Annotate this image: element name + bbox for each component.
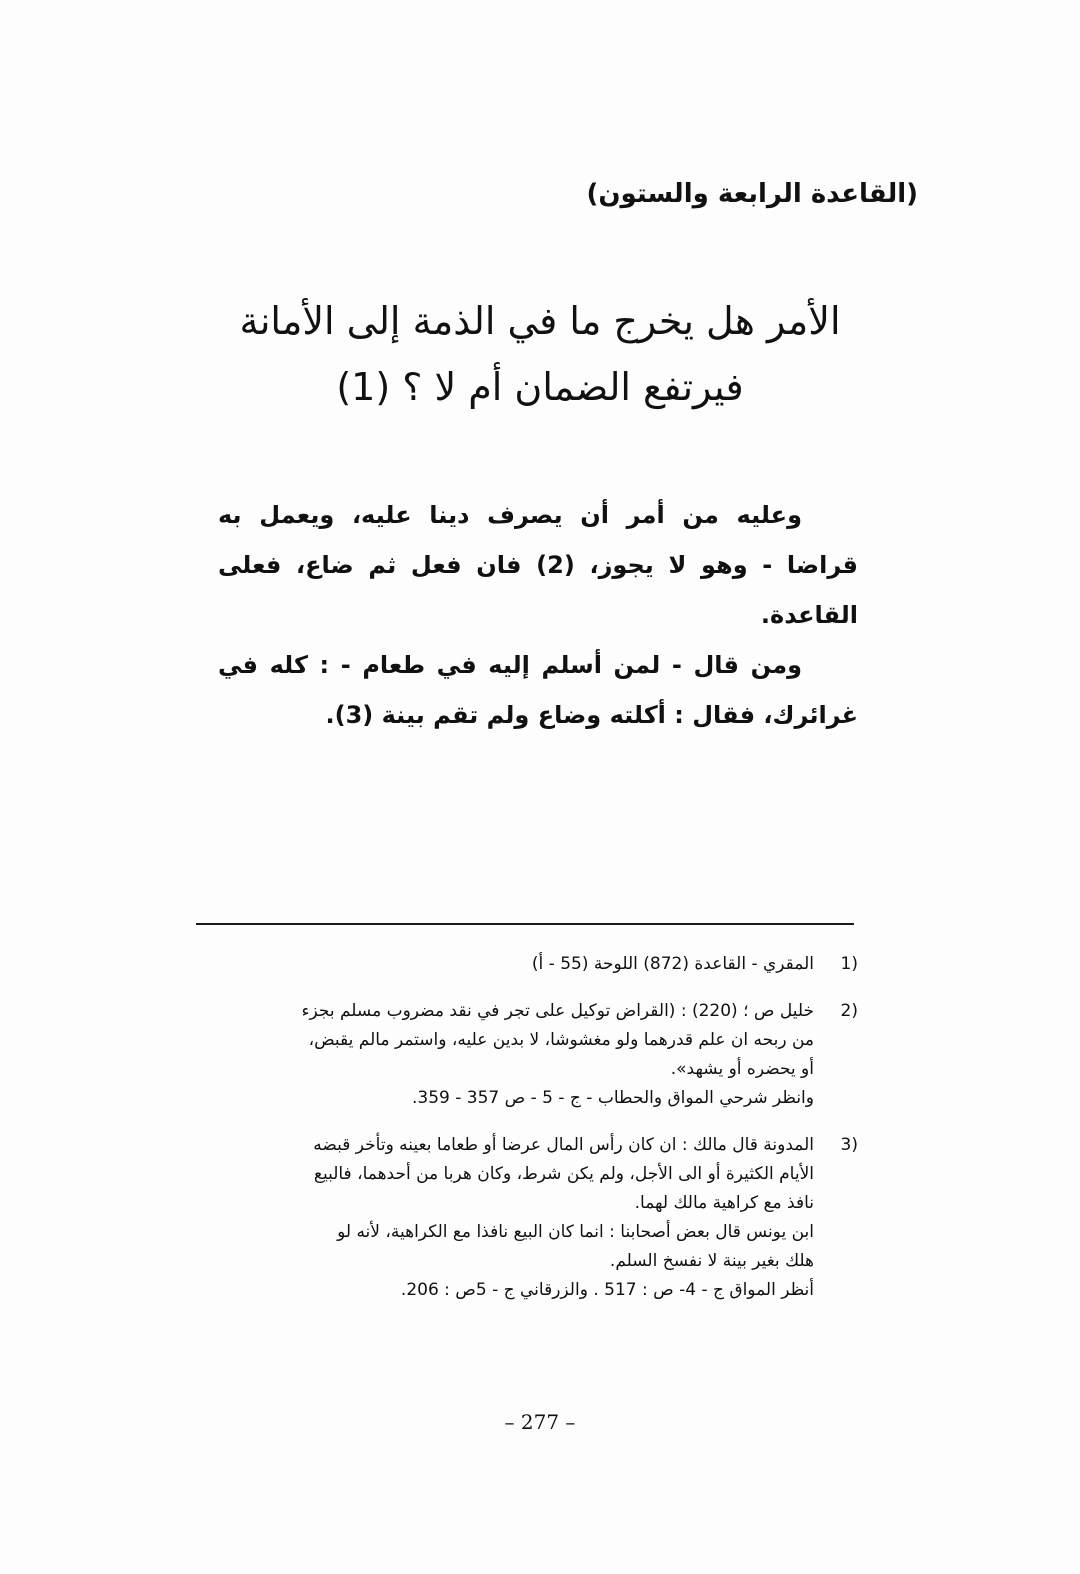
page-title (160, 288, 920, 420)
title-line-1: الأمر هل يخرج ما في الذمة إلى الأمانة (239, 299, 841, 343)
footnote-number: 2) (840, 1001, 858, 1021)
footnote-line: أو يحضره أو يشهد». (670, 1059, 814, 1079)
footnote-1 (196, 950, 858, 979)
footnote-line: وانظر شرحي المواق والحطاب - ج - 5 - ص 357 - 359. (411, 1088, 814, 1108)
footnote-line: خليل ص ؛ (220) : (القراض توكيل على تجر في نقد مضروب مسلم بجزء (301, 1001, 814, 1021)
rule-heading: (القاعدة الرابعة والستون) (586, 179, 918, 209)
footnote-3 (196, 1131, 858, 1305)
footnote-number: 3) (840, 1135, 858, 1155)
page-number: – 277 – (504, 1410, 576, 1434)
footnote-line: هلك بغير بينة لا نفسخ السلم. (609, 1251, 814, 1271)
footnote-line: أنظر المواق ج - 4- ص : 517 . والزرقاني ج - 5ص : 206. (400, 1280, 814, 1300)
body-paragraph-2: ومن قال - لمن أسلم إليه في طعام - : كله في غرائرك، فقال : أكلته وضاع ولم تقم بينة (3). (218, 651, 858, 729)
body-text (218, 490, 858, 740)
body-paragraph-1: وعليه من أمر أن يصرف دينا عليه، ويعمل به قراضا - وهو لا يجوز، (2) فان فعل ثم ضاع، فعلى القاعدة. (218, 501, 858, 629)
footnote-number: 1) (840, 954, 858, 974)
footnote-line: نافذ مع كراهية مالك لهما. (634, 1193, 814, 1213)
footnote-divider (196, 923, 854, 925)
footnote-2 (196, 997, 858, 1113)
footnote-line: الأيام الكثيرة أو الى الأجل، ولم يكن شرط، وكان هربا من أحدهما، فالبيع (313, 1164, 814, 1184)
footnote-line: من ربحه ان علم قدرهما ولو مغشوشا، لا بدين عليه، واستمر مالم يقبض، (308, 1030, 814, 1050)
footnote-line: المقري - القاعدة (872) اللوحة (55 - أ) (531, 954, 814, 974)
footnote-line: المدونة قال مالك : ان كان رأس المال عرضا أو طعاما بعينه وتأخر قبضه (313, 1135, 814, 1155)
footnote-line: ابن يونس قال بعض أصحابنا : انما كان البيع نافذا مع الكراهية، لأنه لو (337, 1222, 814, 1242)
footnotes (196, 950, 858, 1323)
title-line-2: فيرتفع الضمان أم لا ؟ (1) (336, 365, 744, 409)
